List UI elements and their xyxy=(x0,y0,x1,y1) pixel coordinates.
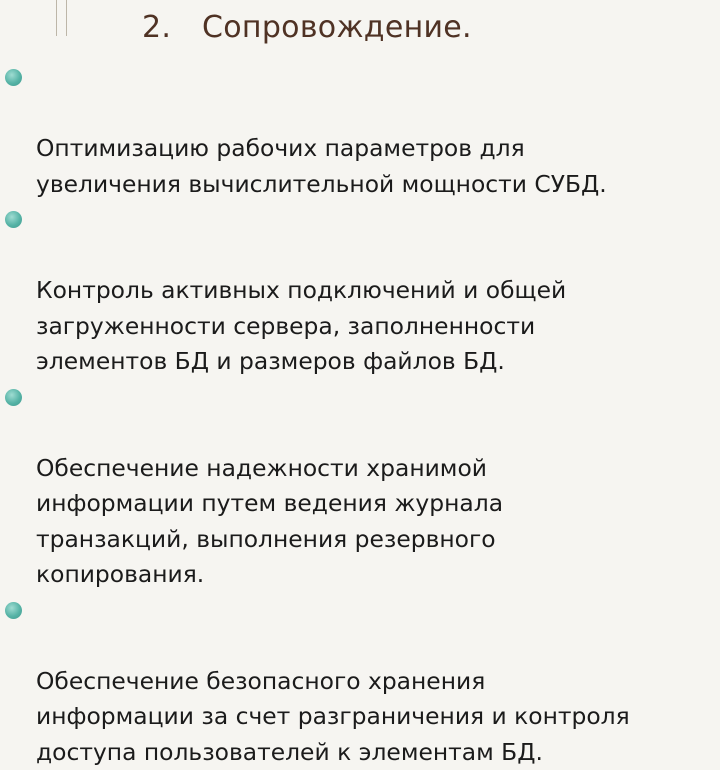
decorative-line-right xyxy=(66,0,67,36)
decorative-line-left xyxy=(56,0,57,36)
bullet-text: Обеспечение безопасного хранения информации за счет разграничения и контроля доступа пользователей к элементам БД. xyxy=(36,667,630,766)
title-text: Сопровождение. xyxy=(202,10,472,45)
bullet-item-optimization xyxy=(0,60,720,202)
bullet-text: Контроль активных подключений и общей загруженности сервера, заполненности элементов БД и размеров файлов БД. xyxy=(36,276,566,375)
bullet-item-security xyxy=(0,593,720,770)
bullet-item-monitoring xyxy=(0,202,720,380)
teal-bullet-icon xyxy=(5,211,22,228)
bullet-text: Обеспечение надежности хранимой информации путем ведения журнала транзакций, выполнения резервного копирования. xyxy=(36,454,503,589)
bullet-text: Оптимизацию рабочих параметров для увеличения вычислительной мощности СУБД. xyxy=(36,134,607,198)
teal-bullet-icon xyxy=(5,389,22,406)
title-number: 2. xyxy=(142,8,202,48)
slide-title xyxy=(142,8,472,48)
teal-bullet-icon xyxy=(5,602,22,619)
teal-bullet-icon xyxy=(5,69,22,86)
bullet-item-reliability xyxy=(0,380,720,593)
bullet-list xyxy=(0,60,720,770)
